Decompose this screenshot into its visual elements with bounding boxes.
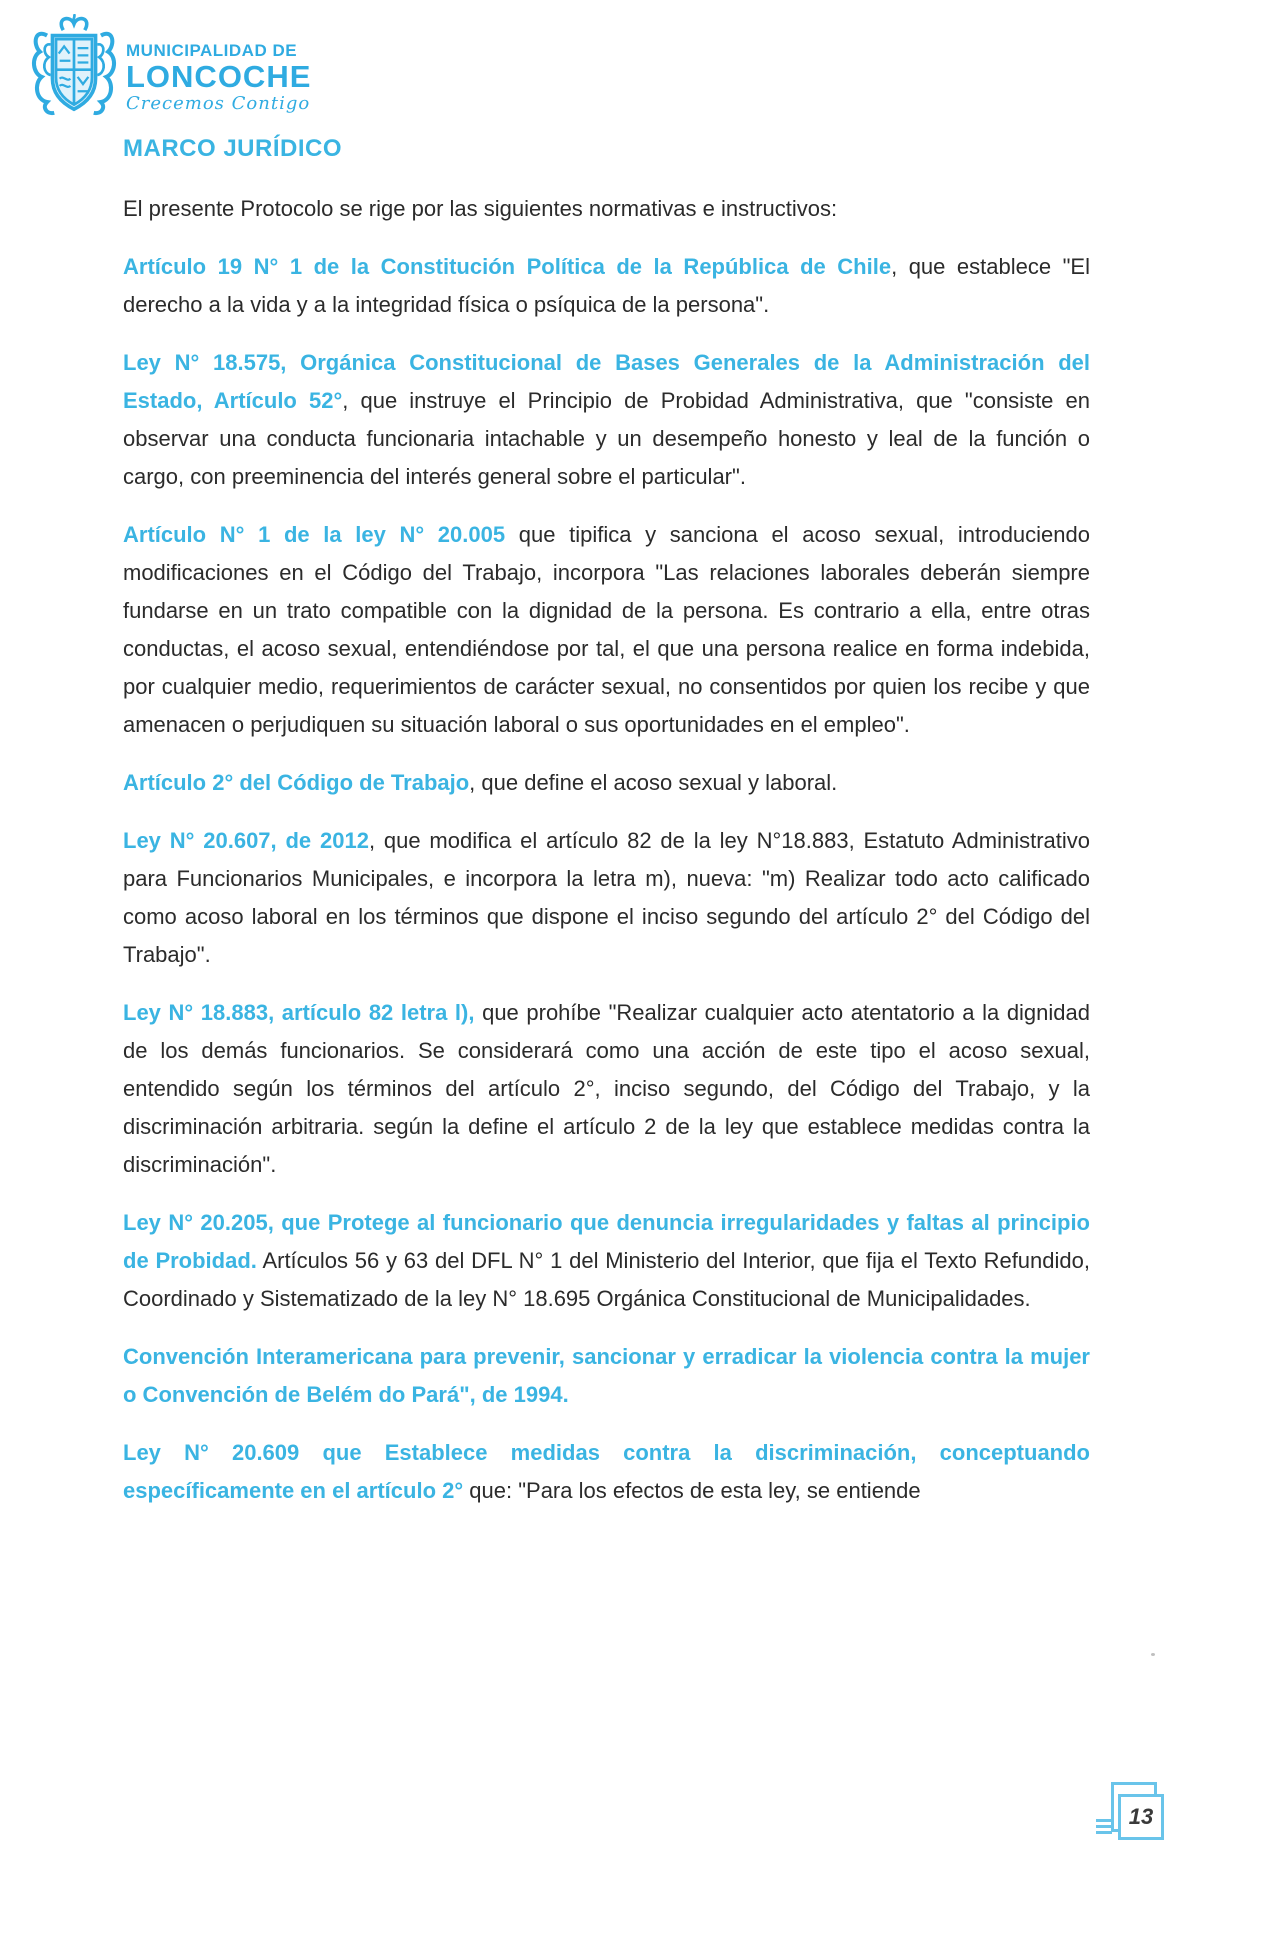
paragraph xyxy=(123,764,1090,802)
paragraph-body: , que define el acoso sexual y laboral. xyxy=(469,770,838,795)
page-number: 13 xyxy=(1128,1804,1154,1829)
paragraph-lead: Artículo N° 1 de la ley N° 20.005 xyxy=(123,522,506,547)
logo-text xyxy=(126,14,311,113)
coat-of-arms-icon xyxy=(28,14,120,120)
paragraph xyxy=(123,1338,1090,1414)
paragraph xyxy=(123,248,1090,324)
logo-org-name-top: MUNICIPALIDAD DE xyxy=(126,41,298,60)
paragraph-list xyxy=(123,190,1090,1510)
scan-artifact-dot xyxy=(1151,1653,1155,1656)
paragraph xyxy=(123,1204,1090,1318)
paragraph-body: , que establece "El derecho a la vida y a la integridad física o psíquica de la persona". xyxy=(123,254,1090,317)
paragraph-body: que prohíbe "Realizar cualquier acto atentatorio a la dignidad de los demás funcionarios. Se considerará como una acción de este tipo el acoso sexual, entendido según los términos del artículo 2°, inciso segundo, del Código del Trabajo, y la discriminación arbitraria. según la define el artículo 2 de la ley que establece medidas contra la discriminación". xyxy=(123,1000,1091,1177)
paragraph-body: que: "Para los efectos de esta ley, se entiende xyxy=(463,1478,921,1503)
document-content xyxy=(123,130,1090,1530)
paragraph-lead: Ley N° 18.883, artículo 82 letra l), xyxy=(123,1000,475,1025)
paragraph-body: Artículos 56 y 63 del DFL N° 1 del Ministerio del Interior, que fija el Texto Refundido, Coordinado y Sistematizado de la ley N° 18.695 Orgánica Constitucional de Municipalidades. xyxy=(123,1248,1090,1311)
paragraph-lead: Ley N° 18.575, Orgánica Constitucional de Bases Generales de la Administración del Estado, Artículo 52° xyxy=(123,350,1090,413)
paragraph-body: El presente Protocolo se rige por las siguientes normativas e instructivos: xyxy=(123,196,838,221)
paragraph xyxy=(123,190,1090,228)
paragraph xyxy=(123,516,1090,744)
paragraph-body: , que modifica el artículo 82 de la ley N°18.883, Estatuto Administrativo para Funcionarios Municipales, e incorpora la letra m), nueva: "m) Realizar todo acto calificado como acoso laboral en los términos que dispone el inciso segundo del artículo 2° del Código del Trabajo". xyxy=(123,828,1090,967)
paragraph-lead: Artículo 2° del Código de Trabajo xyxy=(123,770,470,795)
page-number-badge xyxy=(1094,1781,1172,1845)
section-title: MARCO JURÍDICO xyxy=(123,135,343,162)
paragraph-body: que tipifica y sanciona el acoso sexual, introduciendo modificaciones en el Código del Trabajo, incorpora "Las relaciones laborales deberán siempre fundarse en un trato compatible con la dignidad de la persona. Es contrario a ella, entre otras conductas, el acoso sexual, entendiéndose por tal, el que una persona realice en forma indebida, por cualquier medio, requerimientos de carácter sexual, no consentidos por quien los recibe y que amenacen o perjudiquen su situación laboral o sus oportunidades en el empleo". xyxy=(123,522,1090,737)
paragraph xyxy=(123,1434,1090,1510)
logo-org-name-main: LONCOCHE xyxy=(126,59,312,94)
logo-tagline: Crecemos Contigo xyxy=(126,93,311,114)
paragraph-lead: Artículo 19 N° 1 de la Constitución Política de la República de Chile xyxy=(123,254,892,279)
paragraph xyxy=(123,822,1090,974)
paragraph-lead: Ley N° 20.205, que Protege al funcionario que denuncia irregularidades y faltas al principio de Probidad. xyxy=(123,1210,1090,1273)
page-badge-front-frame xyxy=(1118,1794,1164,1840)
municipality-logo xyxy=(28,14,311,120)
paragraph-lead: Ley N° 20.609 que Establece medidas contra la discriminación, conceptuando específicamente en el artículo 2° xyxy=(123,1440,1090,1503)
paragraph-lead: Ley N° 20.607, de 2012 xyxy=(123,828,369,853)
paragraph xyxy=(123,344,1090,496)
page-badge-stack-lines xyxy=(1096,1819,1112,1837)
paragraph-lead: Convención Interamericana para prevenir, sancionar y erradicar la violencia contra la mujer o Convención de Belém do Pará", de 1994. xyxy=(123,1344,1090,1407)
paragraph-body: , que instruye el Principio de Probidad Administrativa, que "consiste en observar una conducta funcionaria intachable y un desempeño honesto y leal de la función o cargo, con preeminencia del interés general sobre el particular". xyxy=(123,388,1090,489)
paragraph xyxy=(123,994,1090,1184)
